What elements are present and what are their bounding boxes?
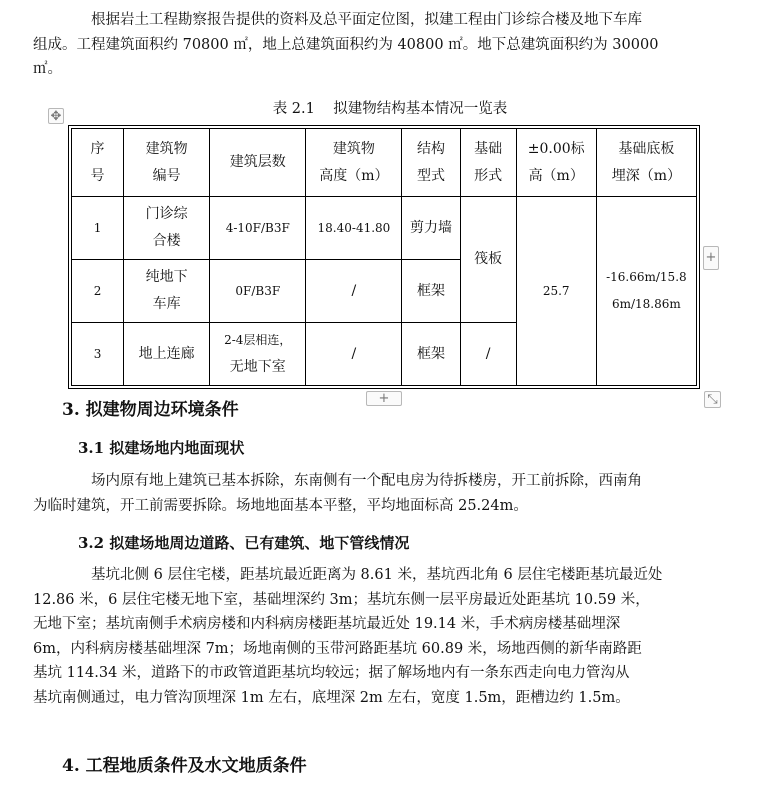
cell-height: / bbox=[306, 323, 402, 386]
cell-structure: 框架 bbox=[402, 323, 460, 386]
table-caption: 表 2.1 拟建物结构基本情况一览表 bbox=[272, 101, 508, 117]
table-move-handle[interactable]: ✥ bbox=[48, 108, 64, 124]
intro-paragraph bbox=[33, 8, 710, 82]
header-height: 建筑物 高度（m） bbox=[306, 129, 402, 197]
cell-floors: 4-10F/B3F bbox=[210, 197, 306, 260]
intro-line-3: ㎡。 bbox=[33, 61, 62, 77]
cell-foundation: / bbox=[460, 323, 516, 386]
structure-table bbox=[68, 125, 700, 389]
cell-seq: 1 bbox=[72, 197, 124, 260]
cell-height: / bbox=[306, 260, 402, 323]
section-3-1-paragraph: 场内原有地上建筑已基本拆除，东南侧有一个配电房为待拆楼房，开工前拆除，西南角 为临时建筑，开工前需要拆除。场地地面基本平整，平均地面标高 25.24m。 bbox=[33, 473, 642, 514]
header-floors: 建筑层数 bbox=[210, 129, 306, 197]
header-elevation: ±0.00标 高（m） bbox=[516, 129, 596, 197]
cell-structure: 剪力墙 bbox=[402, 197, 460, 260]
header-structure: 结构 型式 bbox=[402, 129, 460, 197]
cell-foundation-merged: 筏板 bbox=[460, 197, 516, 323]
table-resize-handle[interactable]: ⤡ bbox=[704, 391, 721, 408]
intro-line-2: 组成。工程建筑面积约 70800 ㎡，地上总建筑面积约为 40800 ㎡。地下总建筑面积约为 30000 bbox=[33, 36, 659, 53]
cell-name: 纯地下 车库 bbox=[124, 260, 210, 323]
header-depth: 基础底板 埋深（m） bbox=[596, 129, 696, 197]
cell-seq: 2 bbox=[72, 260, 124, 323]
section-3-heading: 3. 拟建物周边环境条件 bbox=[62, 400, 239, 420]
section-3-1-heading: 3.1 拟建场地内地面现状 bbox=[78, 439, 245, 457]
table-header-row bbox=[72, 129, 697, 197]
cell-floors: 2-4层相连， 无地下室 bbox=[210, 323, 306, 386]
header-foundation: 基础 形式 bbox=[460, 129, 516, 197]
table-row bbox=[72, 197, 697, 260]
cell-structure: 框架 bbox=[402, 260, 460, 323]
section-4-heading: 4. 工程地质条件及水文地质条件 bbox=[62, 756, 307, 776]
cell-height: 18.40-41.80 bbox=[306, 197, 402, 260]
cell-seq: 3 bbox=[72, 323, 124, 386]
header-name: 建筑物 编号 bbox=[124, 129, 210, 197]
intro-line-1: 根据岩土工程勘察报告提供的资料及总平面定位图，拟建工程由门诊综合楼及地下车库 bbox=[91, 12, 642, 28]
add-row-button[interactable]: + bbox=[366, 391, 402, 406]
section-3-2-heading: 3.2 拟建场地周边道路、已有建筑、地下管线情况 bbox=[78, 534, 410, 552]
section-3-2-paragraph: 基坑北侧 6 层住宅楼，距基坑最近距离为 8.61 米，基坑西北角 6 层住宅楼距基坑最近处 12.86 米，6 层住宅楼无地下室，基础埋深约 3m；基坑东侧一层平房最近处距基坑 10.59 米， 无地下室；基坑南侧手术病房楼和内科病房楼距基坑最近处 19.14 米，手术病房楼基础埋深 6m，内科病房楼基础埋深 7m；场地南侧的玉带河路距基坑 60.89 米，场地西侧的新华南路距 基坑 114.34 米，道路下的市政管道距基坑均较远；据了解场地内有一条东西走向电力管沟从 基坑南侧通过，电力管沟顶埋深 1m 左右，底埋深 2m 左右，宽度 1.5m，距槽边约 1.5m。 bbox=[33, 567, 663, 706]
add-column-button[interactable]: + bbox=[703, 246, 719, 270]
cell-floors: 0F/B3F bbox=[210, 260, 306, 323]
cell-name: 门诊综 合楼 bbox=[124, 197, 210, 260]
cell-elevation-merged: 25.7 bbox=[516, 197, 596, 386]
header-seq: 序 号 bbox=[72, 129, 124, 197]
cell-depth-merged: -16.66m/15.8 6m/18.86m bbox=[596, 197, 696, 386]
cell-name: 地上连廊 bbox=[124, 323, 210, 386]
